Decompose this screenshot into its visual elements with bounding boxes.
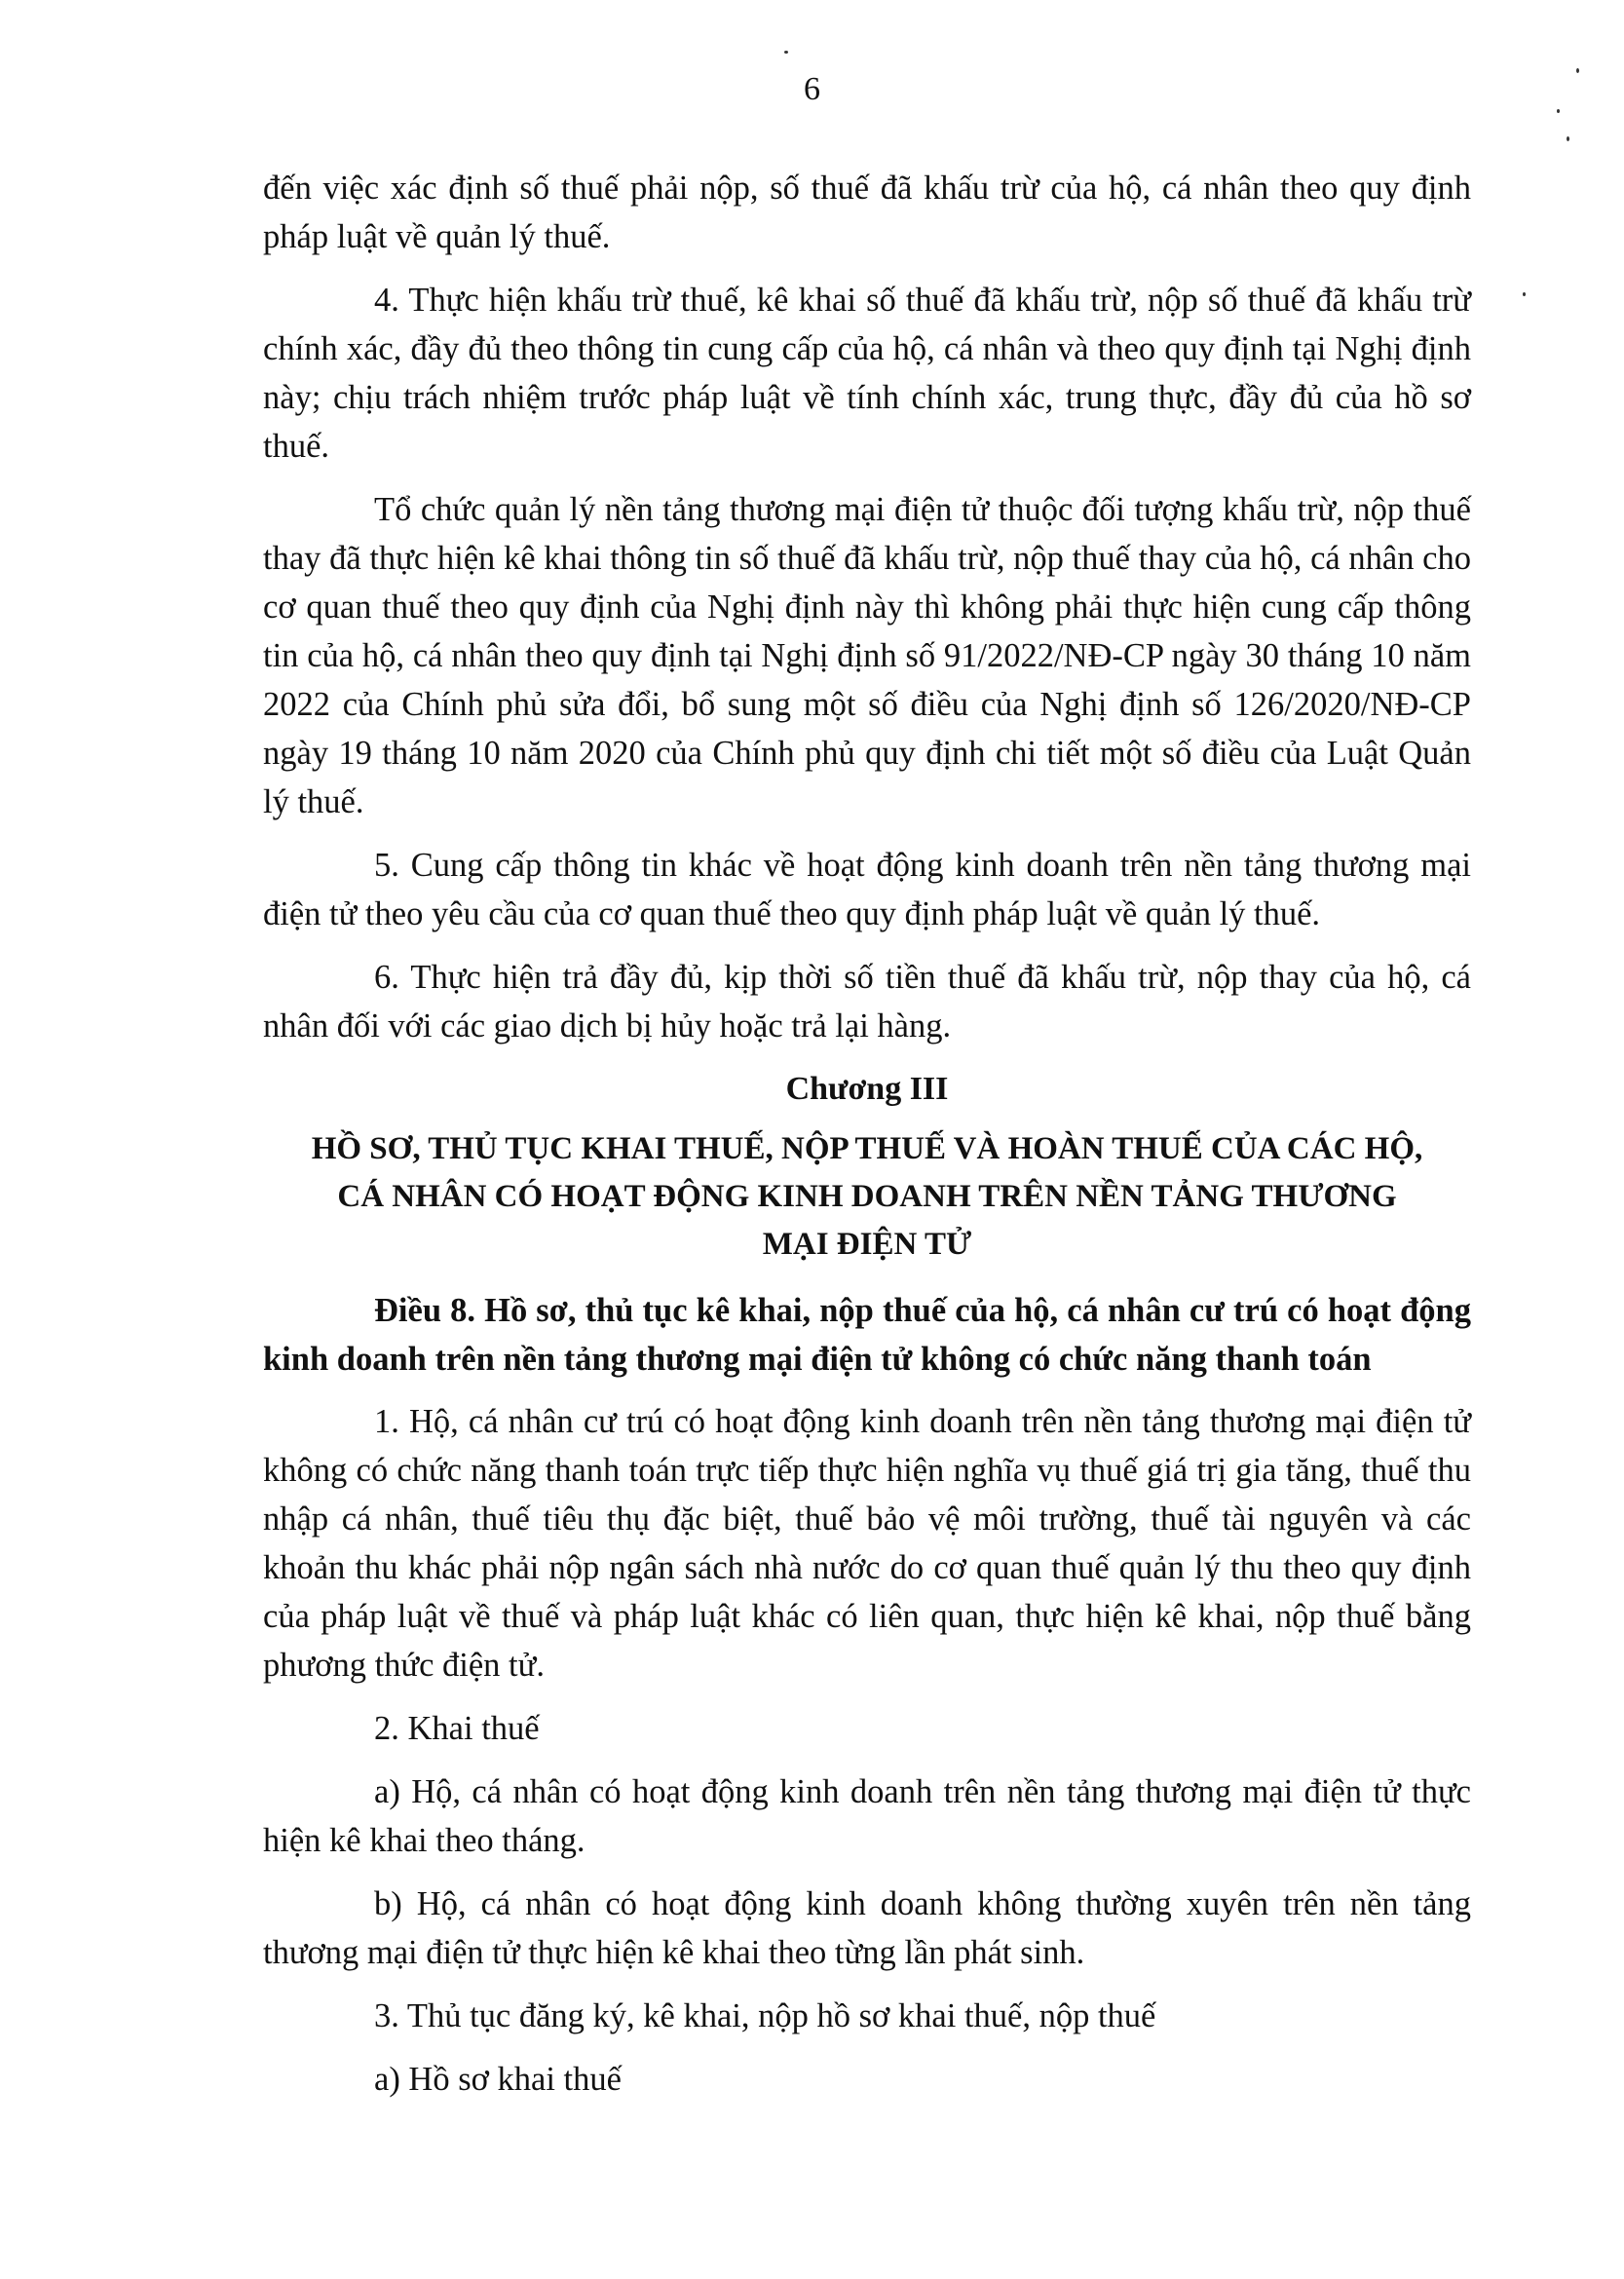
paragraph-platform-organization: Tổ chức quản lý nền tảng thương mại điện tử thuộc đối tượng khấu trừ, nộp thuế thay đã thực hiện kê khai thông tin số thuế đã khấu trừ, nộp thuế thay của hộ, cá nhân cho cơ quan thuế theo quy định của Nghị định này thì không phải thực hiện cung cấp thông tin của hộ, cá nhân theo quy định tại Nghị định số 91/2022/NĐ-CP ngày 30 tháng 10 năm 2022 của Chính phủ sửa đổi, bổ sung một số điều của Nghị định số 126/2020/NĐ-CP ngày 19 tháng 10 năm 2020 của Chính phủ quy định chi tiết một số điều của Luật Quản lý thuế. — [263, 491, 1471, 820]
article-clause-3: 3. Thủ tục đăng ký, kê khai, nộp hồ sơ khai thuế, nộp thuế — [374, 1997, 1156, 2034]
paragraph-continuation: đến việc xác định số thuế phải nộp, số thuế đã khấu trừ của hộ, cá nhân theo quy định pháp luật về quản lý thuế. — [263, 170, 1471, 255]
scan-speck — [1567, 136, 1569, 141]
paragraph-clause-5: 5. Cung cấp thông tin khác về hoạt động kinh doanh trên nền tảng thương mại điện tử theo yêu cầu của cơ quan thuế theo quy định pháp luật về quản lý thuế. — [263, 847, 1471, 932]
scan-speck — [1523, 292, 1526, 296]
page-number: 6 — [804, 71, 820, 107]
chapter-label: Chương III — [785, 1071, 949, 1107]
document-body — [263, 164, 1471, 2118]
paragraph-clause-6: 6. Thực hiện trả đầy đủ, kịp thời số tiền thuế đã khấu trừ, nộp thay của hộ, cá nhân đối với các giao dịch bị hủy hoặc trả lại hàng. — [263, 959, 1471, 1045]
scan-speck — [1557, 109, 1560, 113]
scan-speck — [784, 51, 788, 54]
article-clause-2: 2. Khai thuế — [374, 1710, 540, 1747]
chapter-title: HỒ SƠ, THỦ TỤC KHAI THUẾ, NỘP THUẾ VÀ HOÀN THUẾ CỦA CÁC HỘ, CÁ NHÂN CÓ HOẠT ĐỘNG KINH DOANH TRÊN NỀN TẢNG THƯƠNG MẠI ĐIỆN TỬ — [311, 1131, 1423, 1262]
article-clause-1: 1. Hộ, cá nhân cư trú có hoạt động kinh doanh trên nền tảng thương mại điện tử không có chức năng thanh toán trực tiếp thực hiện nghĩa vụ thuế giá trị gia tăng, thuế thu nhập cá nhân, thuế tiêu thụ đặc biệt, thuế bảo vệ môi trường, thuế tài nguyên và các khoản thu khác phải nộp ngân sách nhà nước do cơ quan thuế quản lý thu theo quy định của pháp luật về thuế và pháp luật khác có liên quan, thực hiện kê khai, nộp thuế bằng phương thức điện tử. — [263, 1403, 1471, 1684]
paragraph-clause-4: 4. Thực hiện khấu trừ thuế, kê khai số thuế đã khấu trừ, nộp số thuế đã khấu trừ chính xác, đầy đủ theo thông tin cung cấp của hộ, cá nhân và theo quy định tại Nghị định này; chịu trách nhiệm trước pháp luật về tính chính xác, trung thực, đầy đủ của hồ sơ thuế. — [263, 282, 1471, 465]
article-clause-2b: b) Hộ, cá nhân có hoạt động kinh doanh không thường xuyên trên nền tảng thương mại điện tử thực hiện kê khai theo từng lần phát sinh. — [263, 1885, 1471, 1971]
article-clause-3a: a) Hồ sơ khai thuế — [374, 2061, 622, 2098]
article-heading: Điều 8. Hồ sơ, thủ tục kê khai, nộp thuế của hộ, cá nhân cư trú có hoạt động kinh doanh trên nền tảng thương mại điện tử không có chức năng thanh toán — [263, 1292, 1471, 1378]
article-clause-2a: a) Hộ, cá nhân có hoạt động kinh doanh trên nền tảng thương mại điện tử thực hiện kê khai theo tháng. — [263, 1773, 1471, 1859]
